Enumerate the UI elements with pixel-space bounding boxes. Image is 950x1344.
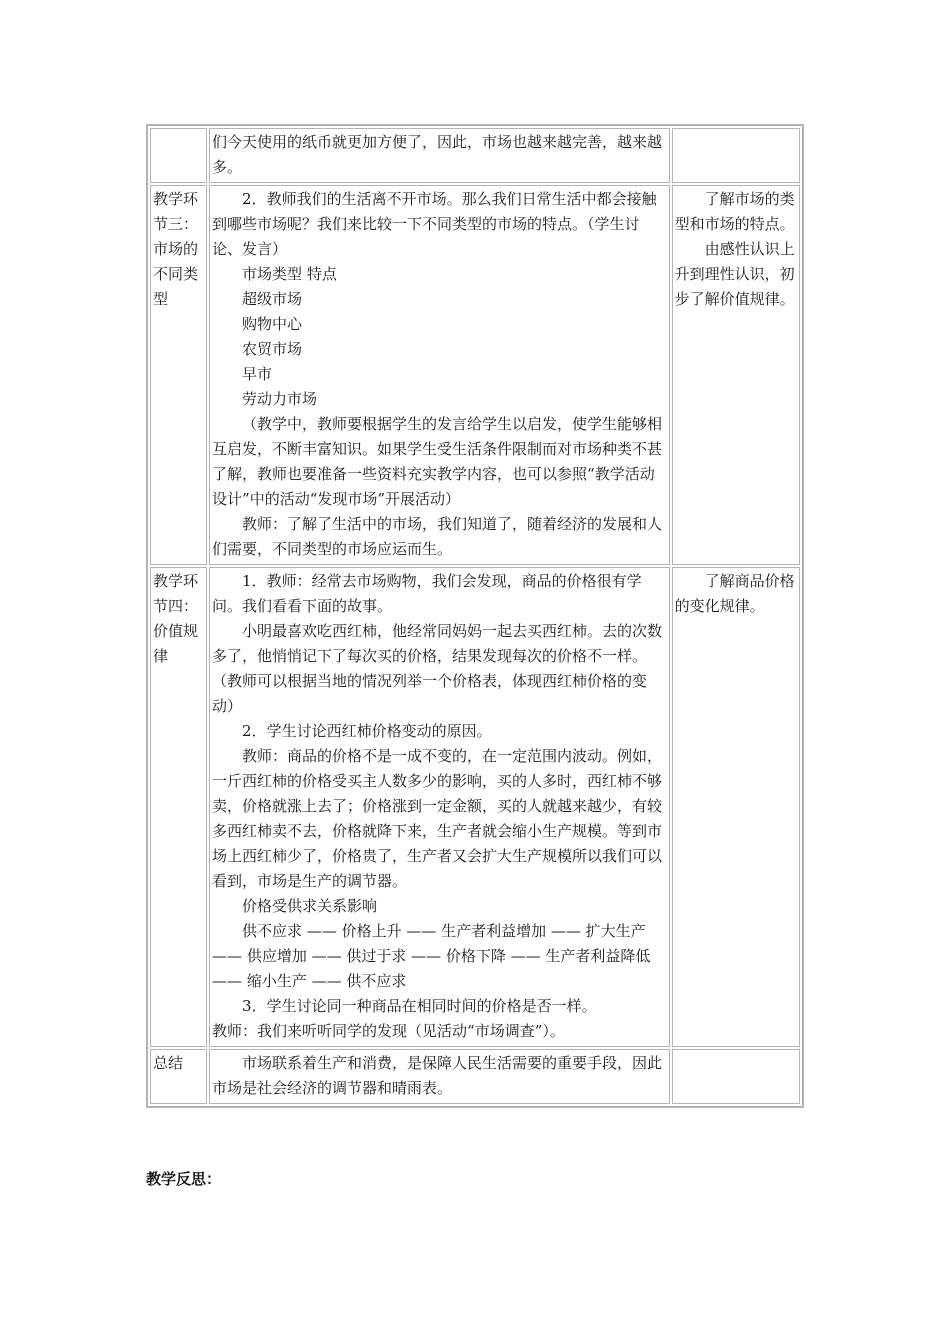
content-paragraph: 们今天使用的纸币就更加方便了，因此，市场也越来越完善，越来越多。 [212, 133, 663, 176]
content-paragraph: 价格受供求关系影响 [242, 897, 378, 915]
content-paragraph: 1．教师：经常去市场购物，我们会发现，商品的价格很有学问。我们看看下面的故事。 [212, 572, 642, 615]
goal-paragraph: 了解商品价格的变化规律。 [674, 572, 795, 615]
table-row [150, 185, 800, 565]
content-cell [209, 1049, 670, 1104]
goal-paragraph: 由感性认识上升到理性认识，初步了解价值规律。 [674, 240, 795, 308]
content-paragraph: 教师：我们来听听同学的发现（见活动“市场调查”）。 [212, 1022, 565, 1040]
content-paragraph: 2．学生讨论西红柿价格变动的原因。 [242, 722, 492, 740]
table-row [150, 1049, 800, 1104]
content-paragraph: 购物中心 [242, 315, 303, 333]
content-cell [209, 567, 670, 1047]
content-paragraph: 超级市场 [242, 290, 303, 308]
content-paragraph: （教学中，教师要根据学生的发言给学生以启发，使学生能够相互启发，不断丰富知识。如果学生受生活条件限制而对市场种类不甚了解，教师也要准备一些资料充实教学内容，也可以参照“教学活动设计”中的活动“发现市场”开展活动） [212, 415, 663, 508]
stage-cell: 教学环节三：市场的不同类型 [150, 185, 207, 565]
stage-cell [150, 128, 207, 183]
content-paragraph: 3．学生讨论同一种商品在相同时间的价格是否一样。 [242, 997, 597, 1015]
content-paragraph: 供不应求 —— 价格上升 —— 生产者利益增加 —— 扩大生产 —— 供应增加 —— 供过于求 —— 价格下降 —— 生产者利益降低 —— 缩小生产 —— 供不应求 [212, 922, 651, 990]
reflection-heading: 教学反思： [146, 1170, 222, 1188]
content-paragraph: 2．教师我们的生活离不开市场。那么我们日常生活中都会接触到哪些市场呢？我们来比较一下不同类型的市场的特点。（学生讨论、发言） [212, 190, 657, 258]
goal-cell [672, 185, 800, 565]
content-cell [209, 185, 670, 565]
stage-cell: 总结 [150, 1049, 207, 1104]
goal-paragraph: 了解市场的类型和市场的特点。 [674, 190, 795, 233]
content-paragraph: 小明最喜欢吃西红柿，他经常同妈妈一起去买西红柿。去的次数多了，他悄悄记下了每次买的价格，结果发现每次的价格不一样。（教师可以根据当地的情况列举一个价格表，体现西红柿价格的变动） [212, 622, 663, 715]
content-cell [209, 128, 670, 183]
goal-cell [672, 1049, 800, 1104]
content-paragraph: 早市 [242, 365, 273, 383]
stage-cell: 教学环节四：价值规律 [150, 567, 207, 1047]
content-paragraph: 农贸市场 [242, 340, 303, 358]
table-row [150, 128, 800, 183]
goal-cell [672, 567, 800, 1047]
content-paragraph: 市场类型 特点 [242, 265, 337, 283]
content-paragraph: 劳动力市场 [242, 390, 318, 408]
content-paragraph: 教师：了解了生活中的市场，我们知道了，随着经济的发展和人们需要，不同类型的市场应运而生。 [212, 515, 663, 558]
table-row [150, 567, 800, 1047]
content-paragraph: 市场联系着生产和消费，是保障人民生活需要的重要手段，因此市场是社会经济的调节器和晴雨表。 [212, 1054, 663, 1097]
goal-cell [672, 128, 800, 183]
content-paragraph: 教师：商品的价格不是一成不变的，在一定范围内波动。例如，一斤西红柿的价格受买主人数多少的影响，买的人多时，西红柿不够卖，价格就涨上去了；价格涨到一定金额，买的人就越来越少，有较多西红柿卖不去，价格就降下来，生产者就会缩小生产规模。等到市场上西红柿少了，价格贵了，生产者又会扩大生产规模所以我们可以看到，市场是生产的调节器。 [212, 747, 663, 890]
lesson-plan-table [146, 124, 804, 1108]
